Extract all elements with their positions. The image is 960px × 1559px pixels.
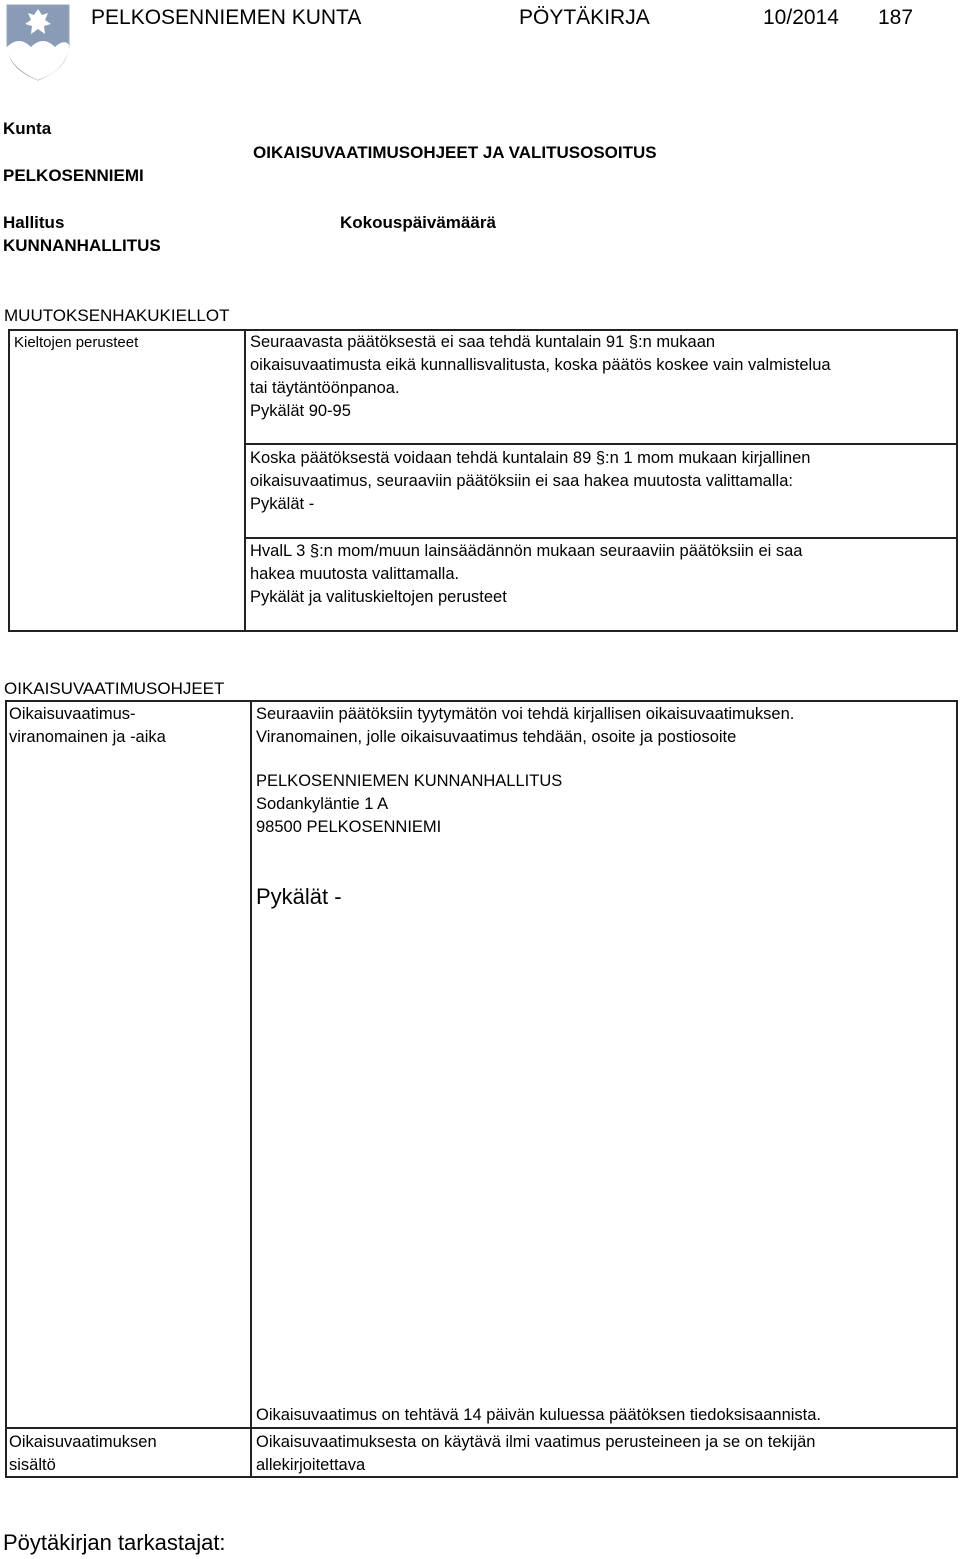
block1-line: oikaisuvaatimusta eikä kunnallisvalitusta, koska päätös koskee vain valmistelua	[250, 356, 831, 374]
municipality-coat-of-arms	[5, 3, 71, 81]
hallitus-label: Hallitus	[3, 213, 65, 232]
oikaisu-pykalat: Pykälät -	[256, 884, 342, 909]
muutoksenhaku-block-3	[250, 540, 802, 609]
kunta-label: Kunta	[3, 119, 52, 138]
oikaisu-intro-line: Viranomainen, jolle oikaisuvaatimus tehdään, osoite ja postiosoite	[256, 728, 737, 746]
muutoksenhaku-block-1	[250, 331, 831, 423]
content-label-line: Oikaisuvaatimuksen	[9, 1433, 157, 1451]
muutoksenhaku-block-2	[250, 447, 810, 516]
block2-line: oikaisuvaatimus, seuraaviin päätöksiin ei saa hakea muutosta valittamalla:	[250, 472, 793, 490]
block3-line: hakea muutosta valittamalla.	[250, 565, 460, 583]
kunta-value: PELKOSENNIEMI	[3, 166, 144, 185]
minutes-inspectors-label: Pöytäkirjan tarkastajat:	[3, 1530, 226, 1555]
address-line: PELKOSENNIEMEN KUNNANHALLITUS	[256, 772, 563, 790]
oikaisu-label-line: viranomainen ja -aika	[9, 728, 166, 746]
kieltojen-perusteet-label: Kieltojen perusteet	[14, 334, 139, 351]
block1-line: Seuraavasta päätöksestä ei saa tehdä kuntalain 91 §:n mukaan	[250, 333, 716, 351]
oikaisu-content-label	[9, 1431, 157, 1477]
address-line: 98500 PELKOSENNIEMI	[256, 818, 442, 836]
oikaisu-content	[256, 1431, 815, 1477]
oikaisu-label-line: Oikaisuvaatimus-	[9, 705, 136, 723]
document-title: OIKAISUVAATIMUSOHJEET JA VALITUSOSOITUS	[253, 143, 657, 162]
oikaisu-row-divider	[5, 1427, 958, 1429]
content-label-line: sisältö	[9, 1456, 56, 1474]
address-line: Sodankyläntie 1 A	[256, 795, 389, 813]
block2-line: Pykälät -	[250, 495, 315, 513]
oikaisu-authority-label	[9, 703, 166, 749]
header-issue: 10/2014	[763, 6, 839, 29]
oikaisu-address	[256, 770, 562, 839]
content-line: Oikaisuvaatimuksesta on käytävä ilmi vaatimus perusteineen ja se on tekijän	[256, 1433, 816, 1451]
block3-line: Pykälät ja valituskieltojen perusteet	[250, 588, 507, 606]
oikaisu-intro	[256, 703, 794, 749]
muutoksenhaku-row-divider-1	[244, 443, 958, 445]
oikaisu-column-divider	[250, 700, 252, 1478]
oikaisu-intro-line: Seuraaviin päätöksiin tyytymätön voi tehdä kirjallisen oikaisuvaatimuksen.	[256, 705, 795, 723]
section-heading-oikaisuvaatimusohjeet: OIKAISUVAATIMUSOHJEET	[4, 679, 225, 698]
content-line: allekirjoitettava	[256, 1456, 366, 1474]
muutoksenhaku-column-divider	[244, 329, 246, 632]
header-municipality: PELKOSENNIEMEN KUNTA	[91, 6, 362, 29]
oikaisu-deadline: Oikaisuvaatimus on tehtävä 14 päivän kuluessa päätöksen tiedoksisaannista.	[256, 1406, 822, 1424]
muutoksenhaku-row-divider-2	[244, 537, 958, 539]
hallitus-value: KUNNANHALLITUS	[3, 236, 161, 255]
block1-pykalat: Pykälät 90-95	[250, 402, 351, 420]
block2-line: Koska päätöksestä voidaan tehdä kuntalain 89 §:n 1 mom mukaan kirjallinen	[250, 449, 811, 467]
header-page-number: 187	[878, 6, 914, 29]
meeting-date-label: Kokouspäivämäärä	[340, 213, 496, 232]
block1-line: tai täytäntöönpanoa.	[250, 379, 400, 397]
section-heading-muutoksenhakukiellot: MUUTOKSENHAKUKIELLOT	[4, 306, 230, 325]
header-doc-type: PÖYTÄKIRJA	[519, 6, 650, 29]
block3-line: HvalL 3 §:n mom/muun lainsäädännön mukaan seuraaviin päätöksiin ei saa	[250, 542, 803, 560]
